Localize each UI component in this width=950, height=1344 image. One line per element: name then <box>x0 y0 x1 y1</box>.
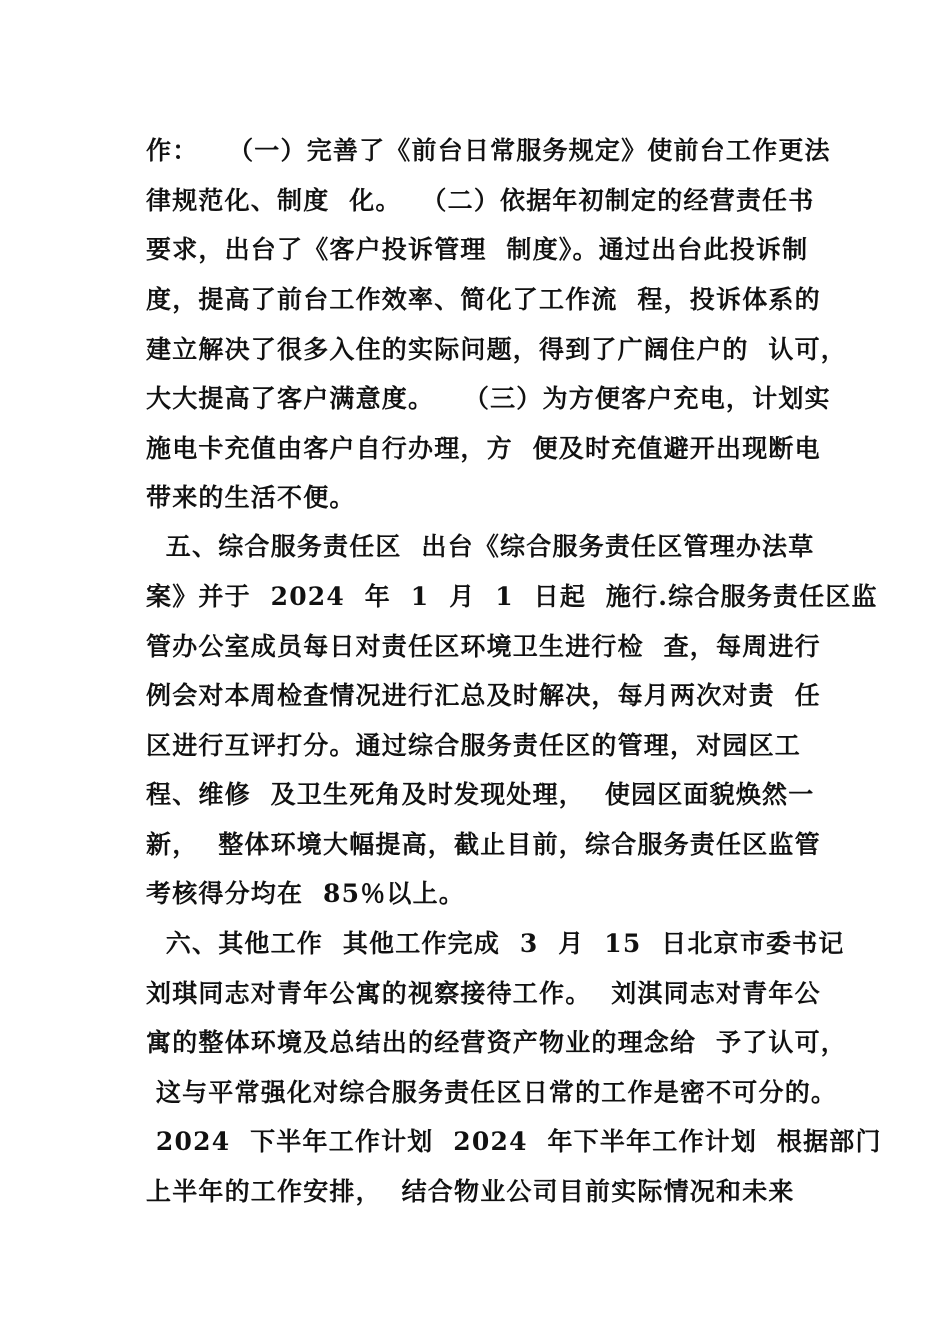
text-line: 六、其他工作 其他工作完成 3 月 15 日北京市委书记 <box>146 929 845 958</box>
text-line: 上半年的工作安排， 结合物业公司目前实际情况和未来 <box>146 1177 795 1206</box>
text-line: 建立解决了很多入住的实际问题，得到了广阔住户的 认可， <box>146 335 848 364</box>
text-line: 带来的生活不便。 <box>146 483 356 512</box>
text-line: 施电卡充值由客户自行办理，方 便及时充值避开出现断电 <box>146 434 821 463</box>
text-line: 2024 下半年工作计划 2024 年下半年工作计划 根据部门 <box>146 1127 882 1156</box>
text-line: 律规范化、制度 化。 （二）依据年初制定的经营责任书 <box>146 186 815 215</box>
text-line: 要求，出台了《客户投诉管理 制度》。通过出台此投诉制 <box>146 235 809 264</box>
text-line: 寓的整体环境及总结出的经营资产物业的理念给 予了认可， <box>146 1028 848 1057</box>
text-line: 例会对本周检查情况进行汇总及时解决，每月两次对责 任 <box>146 681 821 710</box>
text-line: 大大提高了客户满意度。 （三）为方便客户充电，计划实 <box>146 384 831 413</box>
text-line: 新， 整体环境大幅提高，截止目前，综合服务责任区监管 <box>146 830 821 859</box>
text-line: 考核得分均在 85％以上。 <box>146 879 465 908</box>
text-line: 程、维修 及卫生死角及时发现处理， 使园区面貌焕然一 <box>146 780 815 809</box>
text-line: 刘琪同志对青年公寓的视察接待工作。 刘淇同志对青年公 <box>146 979 821 1008</box>
text-line: 这与平常强化对综合服务责任区日常的工作是密不可分的。 <box>146 1078 838 1107</box>
text-line: 管办公室成员每日对责任区环境卫生进行检 查，每周进行 <box>146 632 821 661</box>
text-line: 五、综合服务责任区 出台《综合服务责任区管理办法草 <box>146 532 815 561</box>
text-line: 度，提高了前台工作效率、简化了工作流 程，投诉体系的 <box>146 285 821 314</box>
text-line: 区进行互评打分。通过综合服务责任区的管理，对园区工 <box>146 731 802 760</box>
text-line: 案》并于 2024 年 1 月 1 日起 施行.综合服务责任区监 <box>146 582 878 611</box>
text-line: 作： （一）完善了《前台日常服务规定》使前台工作更法 <box>146 136 831 165</box>
